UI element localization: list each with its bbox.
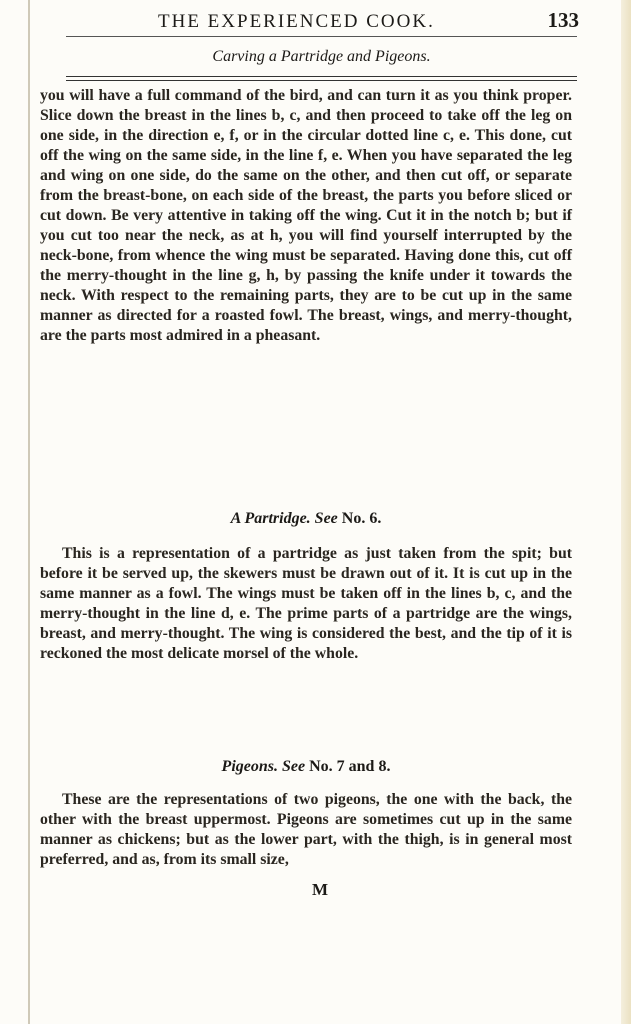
pigeons-heading-italic: Pigeons. See bbox=[221, 758, 306, 775]
paragraph-partridge bbox=[40, 544, 572, 664]
page-edge-left bbox=[28, 0, 30, 1024]
page-header bbox=[118, 8, 579, 38]
header-rule bbox=[66, 36, 577, 37]
page-edge-right bbox=[621, 0, 631, 1024]
section-double-rule bbox=[66, 76, 577, 81]
pigeons-heading-ref: No. 7 and 8. bbox=[305, 758, 391, 775]
paragraph-pheasant-carving bbox=[40, 86, 572, 346]
partridge-text: This is a representation of a partridge as just taken from the spit; but before it be served up, the skewers must be drawn out of it. It is cut up in the same manner as a fowl. The wings must be taken off in the lines b, c, and the merry-thought in the line d, e. The prime parts of a partridge are the wings, breast, and merry-thought. The wing is considered the best, and the tip of it is reckoned the most delicate morsel of the whole. bbox=[40, 545, 572, 662]
pigeons-text: These are the representations of two pigeons, the one with the back, the other with the breast uppermost. Pigeons are sometimes cut up in the same manner as chickens; but as the lower part, with the thigh, is in general most preferred, and as, from its small size, bbox=[40, 791, 572, 868]
section-title: Carving a Partridge and Pigeons. bbox=[212, 48, 431, 65]
partridge-heading bbox=[40, 510, 572, 528]
partridge-heading-italic: A Partridge. See bbox=[230, 510, 338, 527]
page-number: 133 bbox=[547, 8, 579, 32]
partridge-heading-ref: No. 6. bbox=[337, 510, 382, 527]
paragraph-pigeons bbox=[40, 790, 572, 870]
pigeons-heading bbox=[40, 758, 572, 776]
signature-mark: M bbox=[312, 880, 329, 899]
running-title: THE EXPERIENCED COOK. bbox=[158, 11, 435, 32]
paragraph-text: you will have a full command of the bird, and can turn it as you think proper. Slice down the breast in the lines b, c, and then proceed to take off the leg on one side, in the direction e, f, or in the circular dotted line c, e. This done, cut off the wing on the same side, in the line f, e. When you have separated the leg and wing on one side, do the same on the other, and then cut off, or separate from the breast-bone, on each side of the breast, the parts you before sliced or cut down. Be very attentive in taking off the wing. Cut it in the notch b; but if you cut too near the neck, as at h, you will find yourself interrupted by the neck-bone, from whence the wing must be separated. Having done this, cut off the merry-thought in the line g, h, by passing the knife under it towards the neck. With respect to the remaining parts, they are to be cut up in the same manner as directed for a roasted fowl. The breast, wings, and merry-thought, are the parts most admired in a pheasant. bbox=[40, 87, 572, 344]
